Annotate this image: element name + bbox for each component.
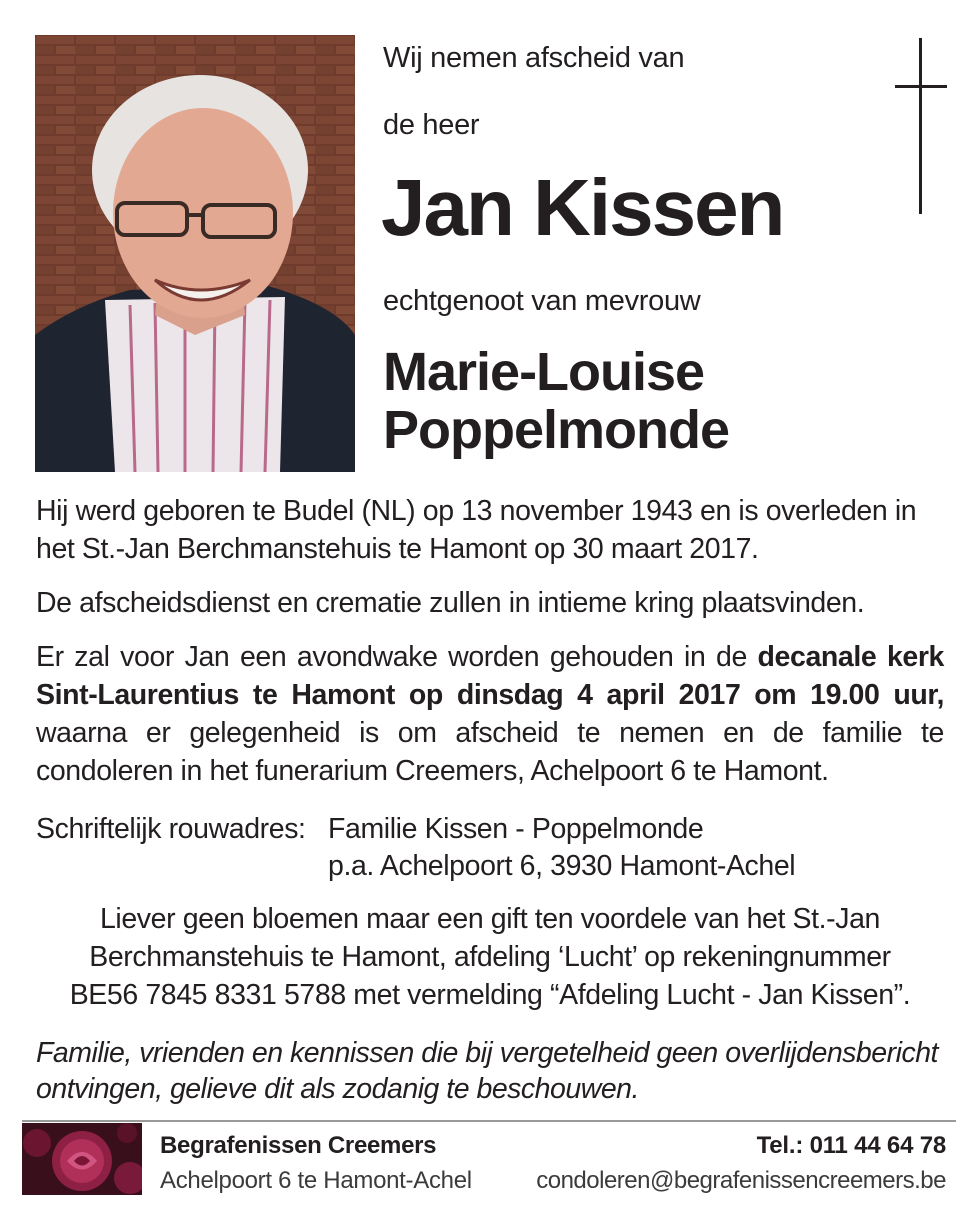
undertaker-address: Achelpoort 6 te Hamont-Achel bbox=[160, 1167, 472, 1194]
cross-icon bbox=[895, 38, 947, 214]
undertaker-phone: Tel.: 011 44 64 78 bbox=[756, 1132, 946, 1159]
wake-text-1: Er zal voor Jan een avondwake worden gehouden in de bbox=[36, 641, 758, 673]
intro-title: de heer bbox=[383, 109, 480, 141]
service-paragraph: De afscheidsdienst en crematie zullen in intieme kring plaatsvinden. bbox=[36, 587, 865, 619]
portrait-photo bbox=[35, 35, 355, 472]
donation-paragraph bbox=[36, 900, 944, 1014]
donation-line3: BE56 7845 8331 5788 met vermelding “Afdeling Lucht - Jan Kissen”. bbox=[69, 979, 911, 1011]
family-note: Familie, vrienden en kennissen die bij vergetelheid geen overlijdensbericht ontvingen, gelieve dit als zodanig te beschouwen. bbox=[36, 1037, 938, 1105]
spouse-intro: echtgenoot van mevrouw bbox=[383, 285, 701, 317]
rose-image bbox=[22, 1123, 142, 1195]
birth-death-paragraph: Hij werd geboren te Budel (NL) op 13 november 1943 en is overleden in het St.-Jan Berchmanstehuis te Hamont op 30 maart 2017. bbox=[36, 495, 917, 565]
wake-text-2: waarna er gelegenheid is om afscheid te nemen en de familie te condoleren in het funerarium Creemers, Achelpoort 6 te Hamont. bbox=[36, 717, 944, 787]
address-line2: p.a. Achelpoort 6, 3930 Hamont-Achel bbox=[328, 850, 796, 882]
spouse-name-line2: Poppelmonde bbox=[383, 400, 730, 460]
undertaker-name: Begrafenissen Creemers bbox=[160, 1132, 437, 1159]
footer-divider bbox=[22, 1120, 956, 1122]
address-label: Schriftelijk rouwadres: bbox=[36, 813, 306, 845]
donation-line2: Berchmanstehuis te Hamont, afdeling ‘Lucht’ op rekeningnummer bbox=[89, 941, 891, 973]
spouse-name bbox=[383, 343, 729, 459]
wake-location-bold: decanale kerk Sint-Laurentius te Hamont op dinsdag 4 april 2017 om 19.00 uur, bbox=[36, 641, 944, 711]
undertaker-email[interactable]: condoleren@begrafenissencreemers.be bbox=[536, 1167, 946, 1194]
donation-line1: Liever geen bloemen maar een gift ten voordele van het St.-Jan bbox=[99, 903, 881, 935]
intro-line: Wij nemen afscheid van bbox=[383, 42, 685, 74]
spouse-name-line1: Marie-Louise bbox=[383, 342, 705, 402]
deceased-name: Jan Kissen bbox=[381, 163, 784, 252]
wake-paragraph bbox=[36, 638, 944, 790]
address-line1: Familie Kissen - Poppelmonde bbox=[328, 813, 704, 845]
